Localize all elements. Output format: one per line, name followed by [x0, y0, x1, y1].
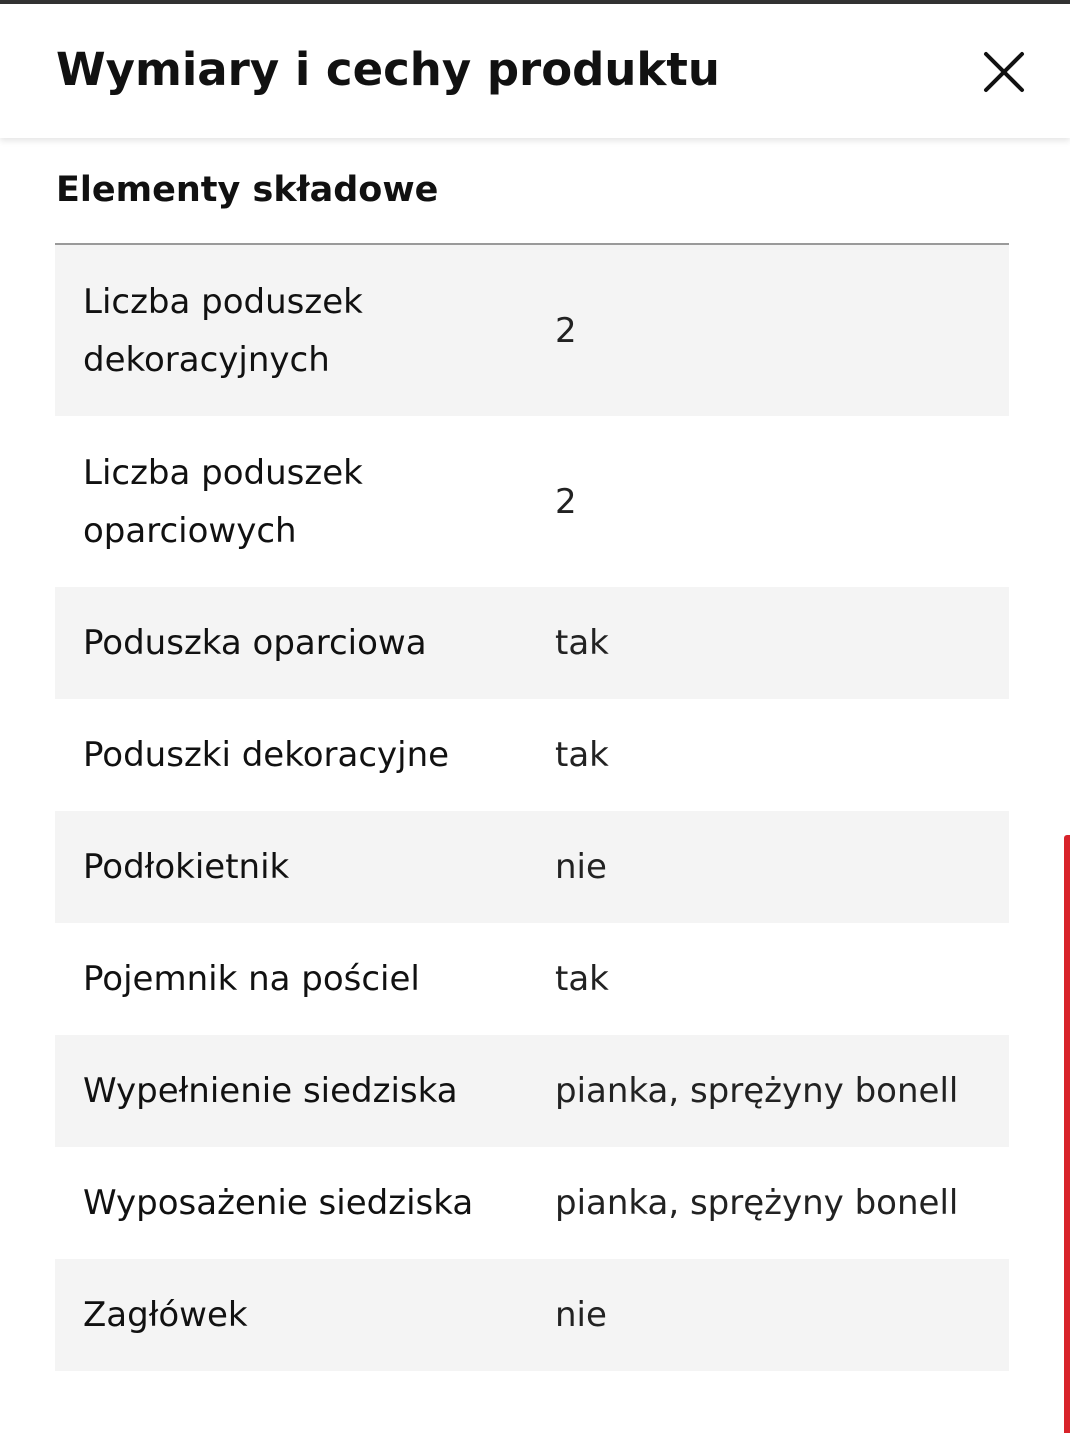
modal-header: [0, 4, 1070, 138]
spec-label: Poduszka oparciowa: [83, 623, 427, 663]
close-button[interactable]: [976, 44, 1032, 100]
spec-label: Wypełnienie siedziska: [83, 1071, 458, 1111]
section-title: Elementy składowe: [56, 170, 439, 210]
modal-title: Wymiary i cechy produktu: [56, 43, 720, 96]
close-icon: [976, 44, 1032, 100]
spec-row: [55, 587, 1009, 699]
spec-row: [55, 1035, 1009, 1147]
spec-row: [55, 811, 1009, 923]
spec-row: [55, 1147, 1009, 1259]
spec-label: Liczba poduszek oparciowych: [83, 452, 363, 551]
spec-label: Wyposażenie siedziska: [83, 1183, 474, 1223]
modal-content[interactable]: [0, 138, 1070, 1433]
spec-value: nie: [555, 847, 607, 887]
spec-value: tak: [555, 623, 609, 663]
spec-row: [55, 1259, 1009, 1371]
spec-row: [55, 699, 1009, 811]
spec-label: Poduszki dekoracyjne: [83, 735, 450, 775]
spec-label: Zagłówek: [83, 1295, 248, 1335]
spec-value: pianka, sprężyny bonell: [555, 1183, 959, 1223]
spec-value: pianka, sprężyny bonell: [555, 1071, 959, 1111]
spec-value: tak: [555, 959, 609, 999]
spec-value: tak: [555, 735, 609, 775]
spec-row: [55, 416, 1009, 587]
spec-row: [55, 245, 1009, 416]
spec-table: [55, 245, 1009, 1371]
spec-value: 2: [555, 310, 577, 351]
spec-value: nie: [555, 1295, 607, 1335]
spec-row: [55, 923, 1009, 1035]
spec-label: Pojemnik na pościel: [83, 959, 420, 999]
spec-value: 2: [555, 481, 577, 522]
spec-label: Podłokietnik: [83, 847, 290, 887]
scrollbar-thumb[interactable]: [1064, 835, 1070, 1433]
spec-label: Liczba poduszek dekoracyjnych: [83, 281, 363, 380]
